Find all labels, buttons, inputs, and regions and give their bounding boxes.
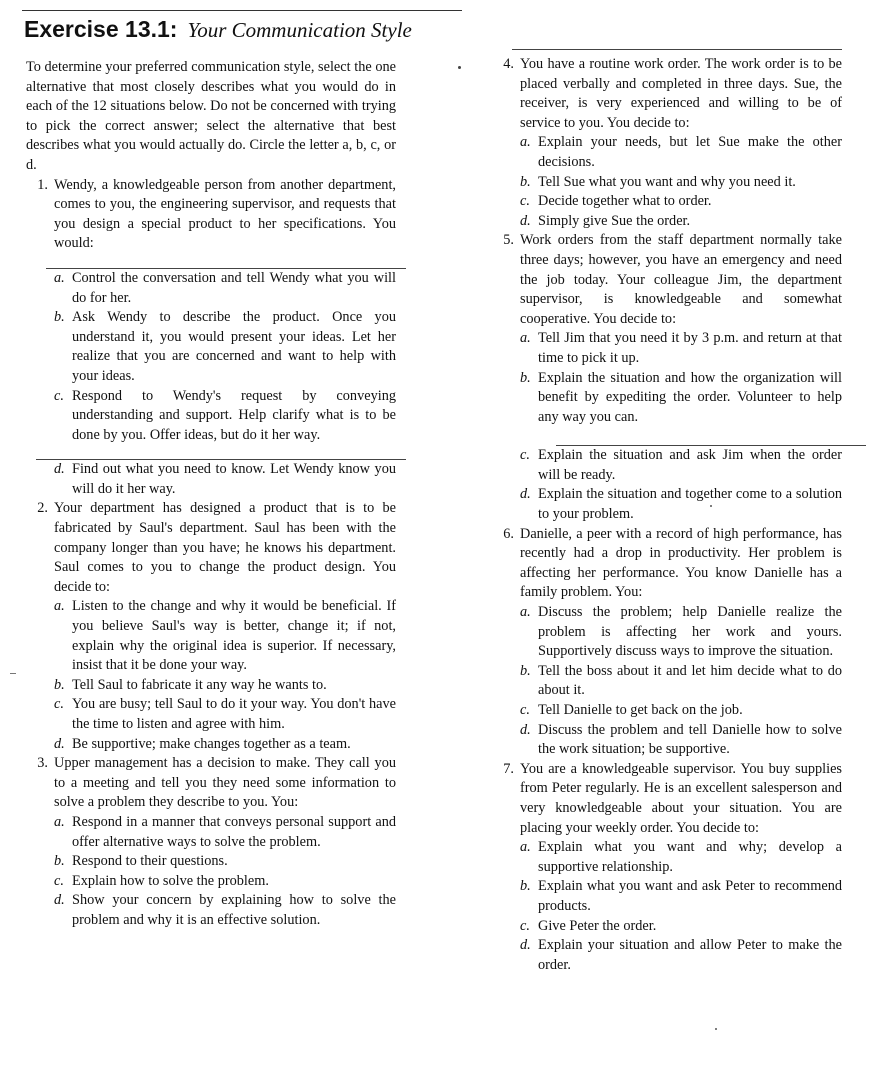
question-number: 6. <box>503 525 514 542</box>
question-number: 4. <box>503 56 514 72</box>
option-b[interactable]: b. Ask Wendy to describe the product. Once you understand it, you would present your ideas. Let her realize that you are concerned and want to help with your ideas. <box>54 309 396 384</box>
scan-mark <box>10 673 16 674</box>
option-b[interactable]: b. Tell Sue what you want and why you need it. <box>520 173 796 190</box>
question-6 <box>492 525 842 760</box>
question-2 <box>26 499 396 754</box>
option-b[interactable]: b. Tell Saul to fabricate it any way he wants to. <box>54 676 327 693</box>
question-text: Danielle, a peer with a record of high performance, has recently had a drop in productivity. Her problem is affecting her performance. You know Danielle has a family problem. You: <box>520 525 842 601</box>
exercise-number: Exercise 13.1: <box>24 16 178 42</box>
exercise-title <box>24 12 484 50</box>
scan-speck <box>715 1028 717 1030</box>
option-a[interactable]: a. Discuss the problem; help Danielle realize the problem is affecting her work and yours. Supportively discuss ways to improve the situation. <box>520 604 842 660</box>
option-b[interactable]: b. Explain what you want and ask Peter to recommend products. <box>520 878 842 914</box>
question-text: Wendy, a knowledgeable person from another department, comes to you, the engineering supervisor, and requests that you design a special product to her specifications. You would: <box>54 176 396 252</box>
option-b[interactable]: b. Explain the situation and how the organization will benefit by expediting the order. Volunteer to help any way you can. <box>520 369 842 425</box>
question-number: 7. <box>503 760 514 777</box>
option-d[interactable]: d. Explain the situation and together come to a solution to your problem. <box>520 486 842 523</box>
option-d[interactable]: d. Find out what you need to know. Let Wendy know you will do it her way. <box>54 461 396 497</box>
question-text: Work orders from the staff department normally take three days; however, you have an emergency and need the job today. Your colleague Jim, the department supervisor, is knowledgeable and somewhat cooperative. You decide to: <box>520 232 842 327</box>
question-text: You have a routine work order. The work order is to be placed verbally and completed in three days. Sue, the receiver, is very experienced and willing to be of service to you. You decide to: <box>520 56 842 131</box>
option-a[interactable]: a. Listen to the change and why it would be beneficial. If you believe Saul's way is better, change it; if not, explain why the original idea is superior. If necessary, insist that it be done your way. <box>54 598 396 674</box>
question-4 <box>492 55 842 231</box>
question-1 <box>26 176 396 500</box>
option-d[interactable]: d. Explain your situation and allow Peter to make the order. <box>520 937 842 973</box>
option-d[interactable]: d. Discuss the problem and tell Danielle how to solve the work situation; be supportive. <box>520 721 842 758</box>
option-c[interactable]: c. Explain how to solve the problem. <box>54 872 269 889</box>
option-c[interactable]: c. Tell Danielle to get back on the job. <box>520 702 743 718</box>
option-d[interactable]: d. Be supportive; make changes together as a team. <box>54 735 351 752</box>
option-c[interactable]: c. You are busy; tell Saul to do it your way. You don't have the time to listen and agree with him. <box>54 696 396 732</box>
question-text: Your department has designed a product that is to be fabricated by Saul's department. Saul has been with the company longer than you have; he knows his department. Saul comes to you to change the product design. You decide to: <box>54 500 396 595</box>
scan-speck <box>458 66 461 69</box>
option-b[interactable]: b. Tell the boss about it and let him decide what to do about it. <box>520 662 842 699</box>
question-text: You are a knowledgeable supervisor. You buy supplies from Peter regularly. He is an excellent salesperson and very knowledgeable about your situation. You are placing your weekly order. You decide to: <box>520 760 842 836</box>
question-number: 1. <box>37 176 48 193</box>
exercise-subtitle: Your Communication Style <box>187 18 412 42</box>
title-rule <box>22 10 462 11</box>
question-3 <box>26 754 396 930</box>
left-column <box>26 58 396 931</box>
question-text: Upper management has a decision to make. They call you to a meeting and tell you they need some information to solve a problem they describe to you. You: <box>54 755 396 811</box>
option-a[interactable]: a. Explain what you want and why; develop a supportive relationship. <box>520 839 842 875</box>
option-a[interactable]: a. Explain your needs, but let Sue make the other decisions. <box>520 134 842 170</box>
question-number: 5. <box>503 232 514 249</box>
option-c[interactable]: c. Respond to Wendy's request by conveying understanding and support. Help clarify what is to be done by you. Offer ideas, but do it her way. <box>54 387 396 443</box>
question-5 <box>492 231 842 524</box>
option-c[interactable]: c. Decide together what to order. <box>520 193 712 210</box>
question-7 <box>492 760 842 976</box>
section-rule <box>512 49 842 50</box>
option-c[interactable]: c. Give Peter the order. <box>520 917 657 934</box>
question-number: 3. <box>37 755 48 772</box>
option-b[interactable]: b. Respond to their questions. <box>54 853 228 870</box>
option-a[interactable]: a. Tell Jim that you need it by 3 p.m. and return at that time to pick it up. <box>520 330 842 366</box>
option-c[interactable]: c. Explain the situation and ask Jim when the order will be ready. <box>520 447 842 483</box>
right-column <box>492 55 842 975</box>
instructions-paragraph: To determine your preferred communication style, select the one alternative that most closely describes what you would do in each of the 12 situations below. Do not be concerned with trying to pick the correct answer; select the alternative that best describes what you would actually do. Circle the letter a, b, c, or d. <box>26 59 396 173</box>
option-d[interactable]: d. Simply give Sue the order. <box>520 212 691 229</box>
option-d[interactable]: d. Show your concern by explaining how to solve the problem and why it is an effective solution. <box>54 892 396 928</box>
question-number: 2. <box>37 500 48 517</box>
option-a[interactable]: a. Respond in a manner that conveys personal support and offer alternative ways to solve the problem. <box>54 813 396 850</box>
option-a[interactable]: a. Control the conversation and tell Wendy what you will do for her. <box>54 269 396 306</box>
